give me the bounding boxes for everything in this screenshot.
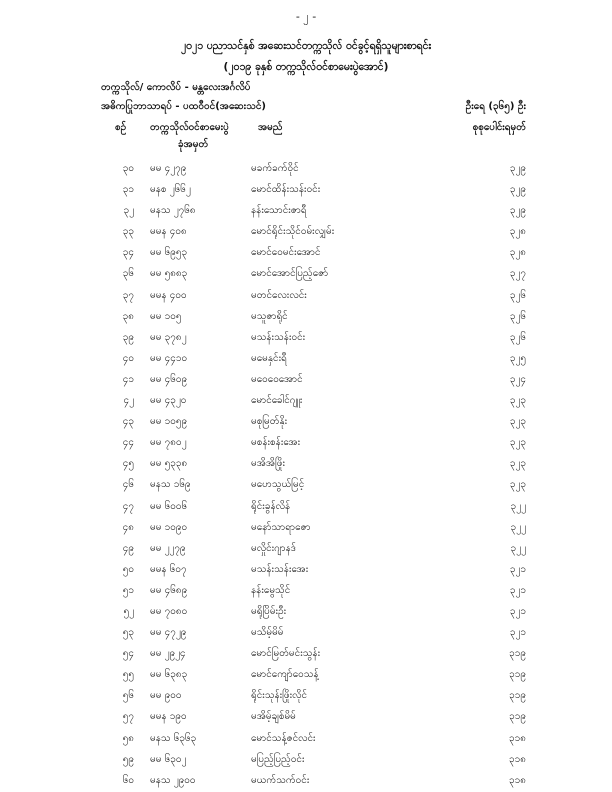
row-number: ၃၀ [122, 163, 134, 174]
table-row [0, 495, 612, 516]
document-title: ၂၀၂၁ ပညာသင်နှစ် အဆေးသင်တက္ကသိုလ် ဝင်ခွင့်ရရှိသူများစာရင်း [180, 40, 432, 52]
column-header-roll: တက္ကသိုလ်ဝင်စာမေးပွဲ [150, 122, 229, 133]
student-name: မသန်းသန်းဝင်း [251, 331, 306, 343]
table-row [0, 705, 612, 726]
total-marks: ၃၂၃ [509, 458, 526, 470]
roll-number: မမ ၂၂၇၉ [150, 542, 186, 554]
row-number: ၅၂ [123, 605, 134, 617]
row-number: ၅၄ [122, 648, 134, 660]
table-row [0, 326, 612, 347]
student-name: မခက်ခက်ဝိုင် [251, 163, 299, 174]
table-row [0, 431, 612, 452]
total-marks: ၃၂၉ [509, 184, 526, 196]
student-name: မသိမ့်မိမ် [251, 627, 284, 639]
roll-number: မမ ၄၆၀၉ [150, 373, 188, 385]
table-row [0, 558, 612, 579]
table-row [0, 178, 612, 199]
row-number: ၃၉ [122, 331, 134, 343]
row-number: ၅၉ [122, 753, 134, 765]
table-row [0, 220, 612, 241]
total-marks: ၃၂၉ [509, 205, 526, 217]
student-name: မောင်ထိန်းသန်းဝင်း [251, 184, 321, 196]
table-row [0, 769, 612, 790]
roll-number: မမ ၃၇၈၂ [150, 331, 187, 343]
student-name: မောင်ဝေမင်းအောင် [251, 247, 321, 259]
roll-number: မမ ၁၀၅၉ [150, 416, 188, 428]
column-header-roll-line2: ခုံအမှတ် [178, 139, 209, 150]
table-row [0, 389, 612, 410]
roll-number: မနစ ၂၆၆၂ [150, 184, 191, 196]
student-name: မသန်းသန်းအေး [251, 563, 309, 575]
roll-number: မမ ၄၃၂၀ [150, 395, 187, 407]
roll-number: မမ ၅၃၃၈ [150, 458, 188, 470]
roll-number: မနသ ၆၃၆၃ [150, 732, 197, 744]
roll-number: မမ ၄၂၇၉ [150, 163, 187, 174]
total-marks: ၃၁၈ [509, 774, 526, 786]
roll-number: မမန ၄၀၀ [150, 289, 187, 301]
total-marks: ၃၂၆ [509, 310, 526, 322]
total-marks: ၃၂၂ [510, 542, 526, 554]
student-name: မအိမ့်ချစ်မိမ် [251, 711, 296, 723]
row-number: ၅၀ [122, 563, 134, 575]
student-name: မတင်လေးလင်း [251, 289, 307, 301]
student-name: မောင်အောင်ပြည့်ဇော် [251, 268, 329, 280]
student-name: မသူဇာရိုင် [251, 310, 288, 322]
student-name: မလှိုင်းဂျာနဒ် [251, 542, 296, 554]
row-number: ၃၄ [122, 247, 134, 259]
column-header-marks: စုစုပေါင်းရမှတ် [472, 122, 526, 133]
total-marks: ၃၂၃ [509, 437, 526, 449]
column-header-name: အမည် [258, 122, 283, 133]
row-number: ၃၃ [122, 226, 134, 238]
total-marks: ၃၂၈ [509, 226, 526, 238]
student-name: ရိုင်းခွန်လိန် [251, 500, 291, 512]
roll-number: မနသ ၂၉၀၀ [150, 774, 196, 786]
student-name: နန်းမွေသိုင် [251, 584, 291, 596]
row-number: ၄၇ [122, 500, 134, 512]
table-row [0, 410, 612, 431]
total-marks: ၃၂၇ [509, 268, 526, 280]
total-marks: ၃၂၂ [510, 521, 526, 533]
roll-number: မမ ၁၀၉၀ [150, 521, 188, 533]
total-marks: ၃၂၉ [509, 163, 526, 174]
total-marks: ၃၂၅ [509, 352, 526, 364]
total-marks: ၃၁၉ [509, 669, 526, 681]
row-number: ၃၆ [122, 268, 134, 280]
row-number: ၃၇ [122, 289, 134, 301]
column-header-no: စဉ် [115, 122, 127, 133]
roll-number: မမန ၆၀၇ [150, 563, 187, 575]
results-table [0, 157, 612, 790]
table-row [0, 727, 612, 748]
total-marks: ၃၁၉ [509, 648, 526, 660]
roll-number: မမ ၆၃၀၂ [150, 753, 187, 765]
college-label: တက္ကသိုလ်/ ကောလိပ် - မန္တလေးအင်္ဂလိပ် [101, 82, 251, 93]
roll-number: မမန ၁၉၀ [150, 711, 187, 723]
total-marks: ၃၂၄ [509, 373, 526, 385]
roll-number: မမ ၆၃၈၃ [150, 669, 188, 681]
row-number: ၄၃ [122, 416, 134, 428]
table-row [0, 347, 612, 368]
row-number: ၄၁ [122, 373, 134, 385]
row-number: ၄၀ [122, 352, 134, 364]
roll-number: မမ ၇၈၀၂ [150, 437, 187, 449]
document-subtitle: (၂၀၁၉ ခုနှစ် တက္ကသိုလ်ဝင်စာမေးပွဲအောင်) [223, 61, 389, 73]
student-name: မနော်သာရာဇော [251, 521, 311, 533]
row-number: ၃၈ [122, 310, 134, 322]
roll-number: မနသ ၁၆၉ [150, 479, 191, 491]
row-number: ၄၈ [122, 521, 134, 533]
student-name: မောင်ကျော်ဝေသန့် [251, 669, 319, 681]
total-marks: ၃၁၉ [509, 690, 526, 702]
table-row [0, 199, 612, 220]
table-row [0, 157, 612, 178]
table-row [0, 642, 612, 663]
row-number: ၅၇ [122, 711, 134, 723]
row-number: ၄၉ [122, 542, 134, 554]
table-row [0, 284, 612, 305]
table-row [0, 621, 612, 642]
table-row [0, 452, 612, 473]
total-marks: ၃၁၉ [509, 711, 526, 723]
roll-number: မမ ၆၀၀၆ [150, 500, 188, 512]
total-marks: ၃၁၈ [509, 732, 526, 744]
table-row [0, 368, 612, 389]
student-name: မယက်သက်ဝင်း [251, 774, 310, 786]
row-number: ၅၆ [122, 690, 134, 702]
total-marks: ၃၂၁ [509, 563, 526, 575]
roll-number: မမ ၁၀၅ [150, 310, 182, 322]
roll-number: မမ ၅၈၈၃ [150, 268, 188, 280]
total-marks: ၃၁၈ [509, 753, 526, 765]
page-number: - ၂ - [295, 10, 317, 23]
total-marks: ၃၂၂ [510, 500, 526, 512]
student-name: ရိုင်းသုန်းဖြိုးလိုင် [251, 690, 308, 702]
row-number: ၆၀ [122, 774, 134, 786]
table-row [0, 262, 612, 283]
row-number: ၄၅ [122, 458, 134, 470]
total-marks: ၃၂၁ [509, 584, 526, 596]
roll-number: မနသ ၂၇၆၈ [150, 205, 196, 217]
student-name: မဝေဝေအောင် [251, 373, 303, 385]
total-marks: ၃၂၈ [509, 247, 526, 259]
roll-number: မမ ၂၉၂၄ [150, 648, 186, 660]
row-number: ၄၂ [123, 395, 134, 407]
roll-number: မမ ၉၀၀ [150, 690, 182, 702]
student-name: နန်းသောင်းဇာရီ [251, 205, 307, 217]
total-marks: ၃၂၁ [509, 605, 526, 617]
total-marks: ၃၂၃ [509, 395, 526, 407]
row-number: ၅၁ [122, 584, 134, 596]
table-row [0, 663, 612, 684]
total-marks: ၃၂၃ [509, 479, 526, 491]
total-count: ဦးရေ (၃၆၅) ဦး [465, 101, 526, 112]
total-marks: ၃၂၆ [509, 289, 526, 301]
table-row [0, 748, 612, 769]
student-name: မစုမြတ်နိုး [251, 416, 288, 428]
student-name: မောင်သန့်ဇင်လင်း [251, 732, 316, 744]
total-marks: ၃၂၁ [509, 627, 526, 639]
student-name: မောင်ခေါင်ဂျူး [251, 395, 303, 407]
roll-number: မမ ၄၄၁၀ [150, 352, 188, 364]
table-row [0, 600, 612, 621]
student-name: မောင်ရိုင်းသိုင်ဝမ်းလျှမ်း [251, 226, 335, 238]
table-row [0, 241, 612, 262]
table-row [0, 537, 612, 558]
row-number: ၄၆ [122, 479, 134, 491]
total-marks: ၃၂၆ [509, 331, 526, 343]
row-number: ၅၈ [122, 732, 134, 744]
table-row [0, 305, 612, 326]
row-number: ၅၃ [122, 627, 134, 639]
table-row [0, 684, 612, 705]
student-name: မရိုပြိမ်းဦး [251, 605, 287, 617]
student-name: မောင်မြတ်မင်းသွန်း [251, 648, 321, 660]
roll-number: မမန ၄၀၈ [150, 226, 187, 238]
roll-number: မမ ၄၆၈၉ [150, 584, 188, 596]
row-number: ၃၂ [123, 205, 134, 217]
student-name: မမေနှင်းရီ [251, 352, 287, 364]
roll-number: မမ ၆၉၅၃ [150, 247, 188, 259]
roll-number: မမ ၇၀၈၀ [150, 605, 188, 617]
roll-number: မမ ၄၇၂၉ [150, 627, 187, 639]
table-row [0, 473, 612, 494]
row-number: ၃၁ [122, 184, 134, 196]
student-name: မအိအိဖြိုး [251, 458, 286, 470]
row-number: ၅၅ [122, 669, 134, 681]
student-name: မပြည့်ပြည့်ဝင်း [251, 753, 305, 765]
student-name: မစန်းစန်းအေး [251, 437, 301, 449]
row-number: ၄၄ [122, 437, 134, 449]
table-row [0, 516, 612, 537]
total-marks: ၃၂၃ [509, 416, 526, 428]
subject-label: အဓိကပြုဘာသာရပ် - ပထဝီဝင်(အဆေးသင်) [101, 101, 266, 112]
table-row [0, 579, 612, 600]
student-name: မဟေသွယ်မြင့် [251, 479, 305, 491]
